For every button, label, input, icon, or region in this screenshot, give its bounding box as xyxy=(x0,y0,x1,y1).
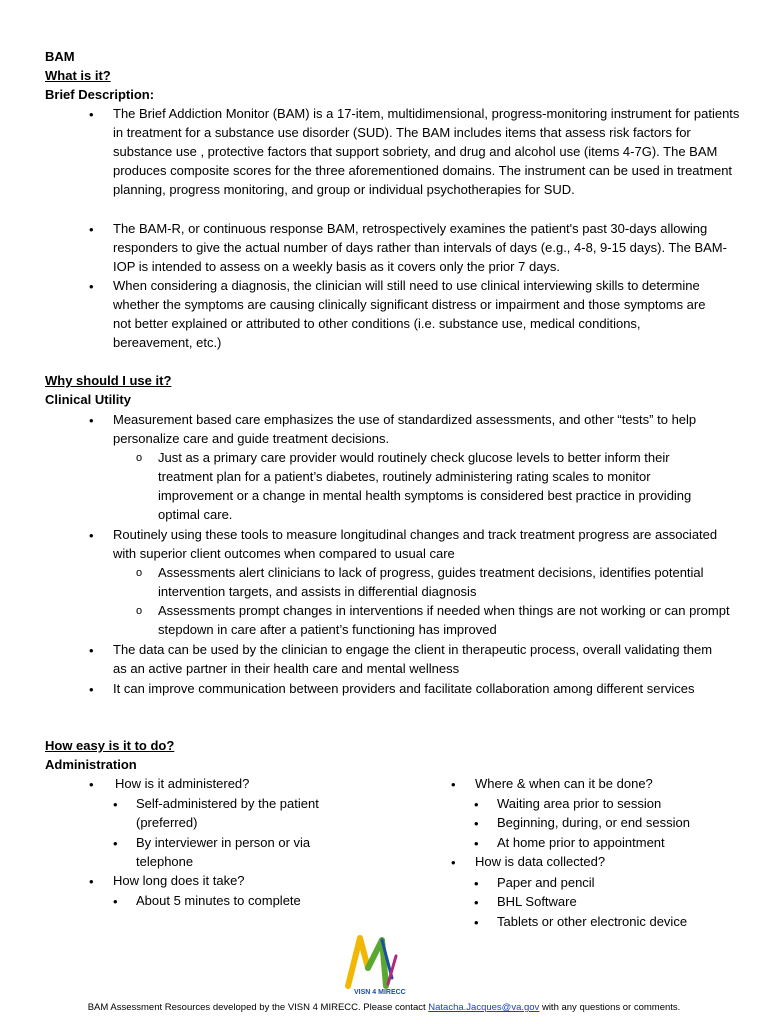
how-left-answer-1: Self-administered by the patient (preferred) xyxy=(136,796,319,830)
how-left-answer-2: By interviewer in person or via telephone xyxy=(136,835,311,869)
why-item-2-sub-1: Assessments alert clinicians to lack of progress, guides treatment decisions, identifies potential intervention targets, and assists in differential diagnosis xyxy=(158,565,704,599)
bullet-icon: • xyxy=(89,682,94,697)
bullet-icon: • xyxy=(474,876,479,891)
brief-item-2: The BAM-R, or continuous response BAM, retrospectively examines the patient's past 30-days allowing responders to give the actual number of days rather than intervals of days (e.g., 4-8, 9-15 days). The BAM-IOP is intended to assess on a weekly basis as it covers only the prior 7 days. xyxy=(113,221,727,274)
how-right-answer-3: At home prior to appointment xyxy=(497,835,665,850)
how-right-question-1: Where & when can it be done? xyxy=(475,776,653,791)
why-item-4: It can improve communication between providers and facilitate collaboration among different services xyxy=(113,681,695,696)
bullet-icon: • xyxy=(89,413,94,428)
how-right-answer-2: Beginning, during, or end session xyxy=(497,815,690,830)
circle-bullet-icon: o xyxy=(136,605,143,617)
bullet-icon: • xyxy=(89,279,94,294)
footer-text-before: BAM Assessment Resources developed by the VISN 4 MIRECC. Please contact xyxy=(87,1002,429,1013)
why-item-3: The data can be used by the clinician to engage the client in therapeutic process, overall validating them as an active partner in their health care and mental wellness xyxy=(113,642,713,676)
mirecc-logo-graphic xyxy=(338,928,424,998)
how-right-answer-4: Paper and pencil xyxy=(497,875,595,890)
logo-stroke-yellow xyxy=(348,938,368,986)
bullet-icon: • xyxy=(113,836,118,851)
bullet-icon: • xyxy=(113,894,118,909)
bullet-icon: • xyxy=(474,895,479,910)
section-title-what: What is it? xyxy=(45,68,111,83)
circle-bullet-icon: o xyxy=(136,567,143,579)
logo-brand-text: VISN 4 MIRECC xyxy=(354,989,406,996)
footer-text-after: with any questions or comments. xyxy=(539,1002,681,1013)
bullet-icon: • xyxy=(89,874,94,889)
how-right-answer-5: BHL Software xyxy=(497,894,577,909)
mirecc-logo xyxy=(338,928,424,998)
subsection-administration: Administration xyxy=(45,757,137,772)
subsection-clinical-utility: Clinical Utility xyxy=(45,392,131,407)
why-item-2: Routinely using these tools to measure longitudinal changes and track treatment progress are associated with superior client outcomes when compared to usual care xyxy=(113,527,718,561)
why-item-1: Measurement based care emphasizes the use of standardized assessments, and other “tests” to help personalize care and guide treatment decisions. xyxy=(113,412,697,446)
doc-acronym: BAM xyxy=(45,49,75,64)
contact-email-link[interactable]: Natacha.Jacques@va.gov xyxy=(428,1002,540,1013)
subsection-brief-description: Brief Description: xyxy=(45,87,155,102)
bullet-icon: • xyxy=(474,816,479,831)
how-left-question-2: How long does it take? xyxy=(113,873,245,888)
bullet-icon: • xyxy=(474,915,479,930)
bullet-icon: • xyxy=(474,836,479,851)
circle-bullet-icon: o xyxy=(136,452,143,464)
bullet-icon: • xyxy=(89,777,94,792)
section-title-how: How easy is it to do? xyxy=(45,738,175,753)
brief-item-1: The Brief Addiction Monitor (BAM) is a 17-item, multidimensional, progress-monitoring instrument for patients in treatment for a substance use disorder (SUD). The BAM includes items that assess risk factors for substance use , protective factors that support sobriety, and drug and alcohol use (items 4-7G). The BAM produces composite scores for the three aforementioned domains. The instrument can be used in treatment planning, progress monitoring, and group or individual psychotherapies for SUD. xyxy=(113,106,740,197)
section-title-why: Why should I use it? xyxy=(45,373,172,388)
how-left-question-1: How is it administered? xyxy=(115,776,250,791)
how-right-answer-6: Tablets or other electronic device xyxy=(497,914,688,929)
bullet-icon: • xyxy=(451,777,456,792)
bullet-icon: • xyxy=(89,528,94,543)
why-item-2-sub-2: Assessments prompt changes in interventions if needed when things are not working or can prompt stepdown in care after a patient’s functioning has improved xyxy=(158,603,730,637)
bullet-icon: • xyxy=(89,643,94,658)
bullet-icon: • xyxy=(474,797,479,812)
how-left-answer-3: About 5 minutes to complete xyxy=(136,893,301,908)
why-item-1-sub: Just as a primary care provider would routinely check glucose levels to better inform their treatment plan for a patient’s diabetes, routinely administering rating scales to monitor improvement or a change in mental health symptoms is considered best practice in providing optimal care. xyxy=(158,450,692,522)
bullet-icon: • xyxy=(89,222,94,237)
bullet-icon: • xyxy=(89,107,94,122)
page-footer xyxy=(0,1001,768,1015)
brief-item-3: When considering a diagnosis, the clinician will still need to use clinical interviewing skills to determine whether the symptoms are causing clinically significant distress or impairment and those symptoms are not better explained or attributed to other conditions (i.e. substance use, medical conditions, bereavement, etc.) xyxy=(113,278,706,350)
how-right-question-2: How is data collected? xyxy=(475,854,606,869)
how-right-answer-1: Waiting area prior to session xyxy=(497,796,662,811)
bullet-icon: • xyxy=(113,797,118,812)
bullet-icon: • xyxy=(451,855,456,870)
